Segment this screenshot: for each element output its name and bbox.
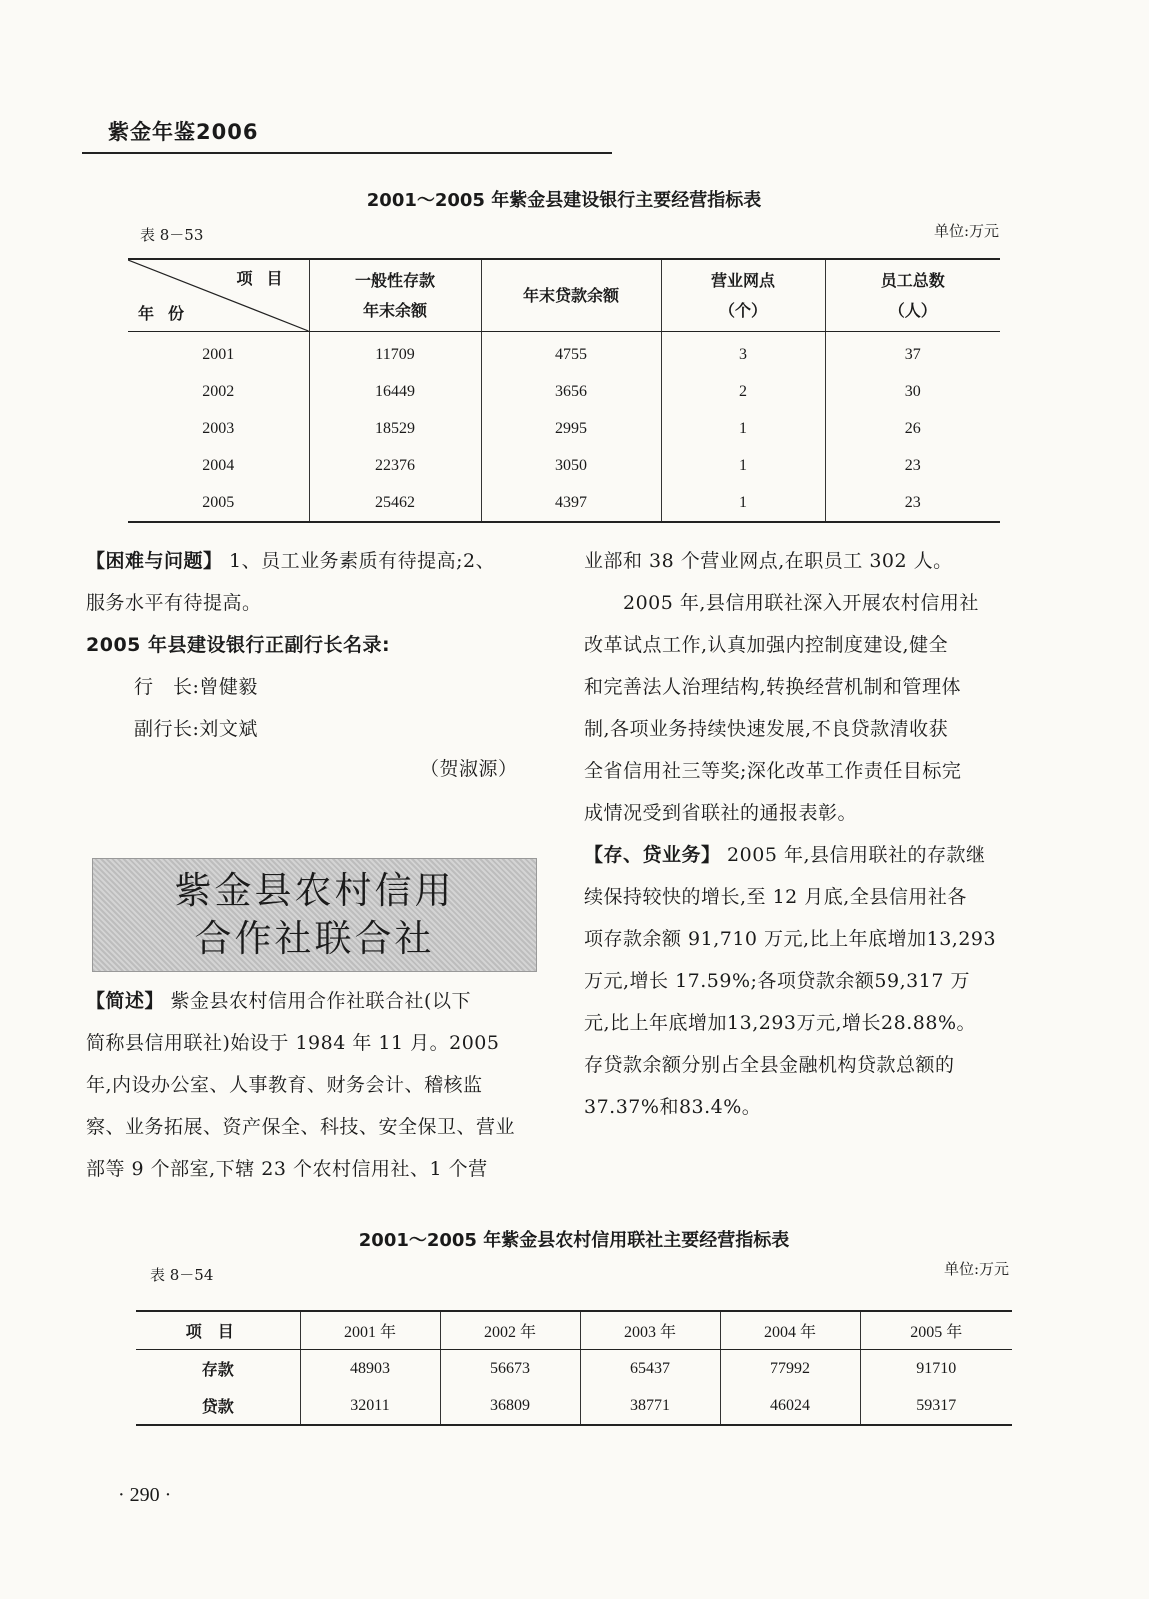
column-header: 2002 年 bbox=[440, 1311, 580, 1350]
line-text: 紫金县农村信用合作社联合社(以下 bbox=[164, 990, 471, 1012]
paragraph-line: 37.37%和83.4%。 bbox=[584, 1096, 762, 1118]
table-row bbox=[136, 1387, 1012, 1425]
section-label: 【简述】 bbox=[86, 990, 165, 1012]
table-cell: 11709 bbox=[309, 332, 481, 374]
table-cell: 16449 bbox=[309, 373, 481, 410]
section-label: 【困难与问题】 bbox=[86, 550, 223, 572]
table-row bbox=[128, 373, 1000, 410]
section-title-line: 紫金县农村信用 bbox=[174, 869, 455, 912]
leader-president: 行 长:曾健毅 bbox=[134, 676, 258, 698]
table-cell: 65437 bbox=[580, 1350, 720, 1388]
table1-header-row bbox=[128, 259, 1000, 332]
leader-vice-president: 副行长:刘文斌 bbox=[134, 718, 258, 740]
paragraph-line: 简称县信用联社)始设于 1984 年 11 月。2005 bbox=[86, 1032, 500, 1054]
table-cell: 77992 bbox=[720, 1350, 860, 1388]
table-cell: 23 bbox=[825, 484, 1000, 522]
section-title-line: 合作社联合社 bbox=[194, 917, 435, 960]
table-cell: 32011 bbox=[300, 1387, 440, 1425]
column-header bbox=[481, 259, 661, 332]
header-rule bbox=[82, 152, 612, 154]
table-cell: 56673 bbox=[440, 1350, 580, 1388]
section-label: 【存、贷业务】 bbox=[584, 844, 721, 866]
column-header-text: 项目 bbox=[185, 1322, 250, 1341]
table-cell: 3050 bbox=[481, 447, 661, 484]
paragraph-line: 业部和 38 个营业网点,在职员工 302 人。 bbox=[584, 550, 953, 572]
table-cell: 3 bbox=[661, 332, 825, 374]
table-cell: 2004 bbox=[202, 456, 235, 474]
table-cell: 2001 bbox=[202, 345, 235, 363]
table-row bbox=[128, 447, 1000, 484]
credit-union-paragraph bbox=[584, 540, 1044, 1128]
table-cell: 2003 bbox=[202, 419, 235, 437]
paragraph-line: 部等 9 个部室,下辖 23 个农村信用社、1 个营 bbox=[86, 1158, 488, 1180]
table1 bbox=[128, 258, 1000, 523]
table-row bbox=[128, 332, 1000, 374]
column-header-line: 营业网点 bbox=[710, 270, 775, 290]
paragraph-line: 察、业务拓展、资产保全、科技、安全保卫、营业 bbox=[86, 1116, 516, 1138]
paragraph-line bbox=[86, 980, 546, 1022]
table-cell: 2005 bbox=[202, 493, 235, 511]
column-header-line: （人） bbox=[888, 300, 937, 320]
table-cell: 2 bbox=[661, 373, 825, 410]
line-text: 2005 年,县信用联社的存款继 bbox=[720, 844, 986, 866]
problems-paragraph bbox=[86, 540, 546, 624]
table-cell: 36809 bbox=[440, 1387, 580, 1425]
table-cell: 37 bbox=[825, 332, 1000, 374]
table-cell: 1 bbox=[661, 447, 825, 484]
row-label: 贷款 bbox=[201, 1397, 234, 1416]
paragraph-line: 成情况受到省联社的通报表彰。 bbox=[584, 802, 858, 824]
table-cell: 3656 bbox=[481, 373, 661, 410]
table-row bbox=[128, 484, 1000, 522]
section-banner bbox=[92, 858, 537, 972]
column-header-line: 年末贷款余额 bbox=[522, 285, 619, 305]
line-text: 1、员工业务素质有待提高;2、 bbox=[222, 550, 496, 572]
column-header-line: （个） bbox=[718, 300, 767, 320]
table2-title: 2001～2005 年紫金县农村信用联社主要经营指标表 bbox=[358, 1230, 790, 1251]
table1-unit: 单位:万元 bbox=[933, 222, 999, 240]
column-header bbox=[309, 259, 481, 332]
corner-label-item: 项目 bbox=[236, 269, 297, 288]
table1-number: 表 8－53 bbox=[140, 226, 204, 244]
section-title bbox=[93, 867, 536, 963]
table2 bbox=[136, 1310, 1012, 1426]
table-cell: 26 bbox=[825, 410, 1000, 447]
column-header: 2004 年 bbox=[720, 1311, 860, 1350]
paragraph-line: 服务水平有待提高。 bbox=[86, 592, 262, 614]
column-header: 2005 年 bbox=[860, 1311, 1012, 1350]
paragraph-line: 元,比上年底增加13,293万元,增长28.88%。 bbox=[584, 1012, 977, 1034]
column-header bbox=[136, 1311, 300, 1350]
paragraph-line: 改革试点工作,认真加强内控制度建设,健全 bbox=[584, 634, 949, 656]
column-header-line: 一般性存款 bbox=[354, 270, 435, 290]
column-header bbox=[825, 259, 1000, 332]
table-cell: 1 bbox=[661, 484, 825, 522]
table-row bbox=[128, 410, 1000, 447]
intro-paragraph bbox=[86, 980, 546, 1190]
table-cell: 38771 bbox=[580, 1387, 720, 1425]
table-cell: 22376 bbox=[309, 447, 481, 484]
author-credit: （贺淑源） bbox=[420, 758, 518, 780]
table-cell: 4397 bbox=[481, 484, 661, 522]
row-label: 存款 bbox=[201, 1360, 234, 1379]
table-cell: 2002 bbox=[202, 382, 235, 400]
table-cell: 59317 bbox=[860, 1387, 1012, 1425]
table-cell: 4755 bbox=[481, 332, 661, 374]
table1-title: 2001～2005 年紫金县建设银行主要经营指标表 bbox=[366, 190, 762, 211]
table-cell: 18529 bbox=[309, 410, 481, 447]
table-cell: 1 bbox=[661, 410, 825, 447]
paragraph-line: 和完善法人治理结构,转换经营机制和管理体 bbox=[584, 676, 962, 698]
column-header: 2001 年 bbox=[300, 1311, 440, 1350]
paragraph-line: 2005 年,县信用联社深入开展农村信用社 bbox=[584, 592, 979, 614]
table2-header-row bbox=[136, 1311, 1012, 1350]
paragraph-line: 万元,增长 17.59%;各项贷款余额59,317 万 bbox=[584, 970, 970, 992]
paragraph-line: 续保持较快的增长,至 12 月底,全县信用社各 bbox=[584, 886, 967, 908]
paragraph-line bbox=[584, 834, 1044, 876]
column-header bbox=[661, 259, 825, 332]
paragraph-line: 制,各项业务持续快速发展,不良贷款清收获 bbox=[584, 718, 949, 740]
table-cell: 46024 bbox=[720, 1387, 860, 1425]
table-cell: 30 bbox=[825, 373, 1000, 410]
leaders-heading: 2005 年县建设银行正副行长名录: bbox=[86, 634, 391, 656]
running-header: 紫金年鉴2006 bbox=[108, 120, 259, 144]
table2-unit: 单位:万元 bbox=[943, 1260, 1009, 1278]
table2-number: 表 8－54 bbox=[150, 1266, 214, 1284]
table-cell: 23 bbox=[825, 447, 1000, 484]
column-header: 2003 年 bbox=[580, 1311, 720, 1350]
paragraph-line: 项存款余额 91,710 万元,比上年底增加13,293 bbox=[584, 928, 997, 950]
table-cell: 91710 bbox=[860, 1350, 1012, 1388]
paragraph-line bbox=[86, 540, 546, 582]
column-header-line: 年末余额 bbox=[362, 300, 427, 320]
paragraph-line: 存贷款余额分别占全县金融机构贷款总额的 bbox=[584, 1054, 955, 1076]
corner-label-year: 年份 bbox=[138, 304, 199, 323]
page-number: · 290 · bbox=[118, 1484, 172, 1506]
table-cell: 25462 bbox=[309, 484, 481, 522]
paragraph-line: 全省信用社三等奖;深化改革工作责任目标完 bbox=[584, 760, 962, 782]
table-row bbox=[136, 1350, 1012, 1388]
column-header-line: 员工总数 bbox=[880, 270, 945, 290]
table1-corner-cell bbox=[128, 259, 309, 332]
paragraph-line: 年,内设办公室、人事教育、财务会计、稽核监 bbox=[86, 1074, 483, 1096]
table-cell: 48903 bbox=[300, 1350, 440, 1388]
table-cell: 2995 bbox=[481, 410, 661, 447]
